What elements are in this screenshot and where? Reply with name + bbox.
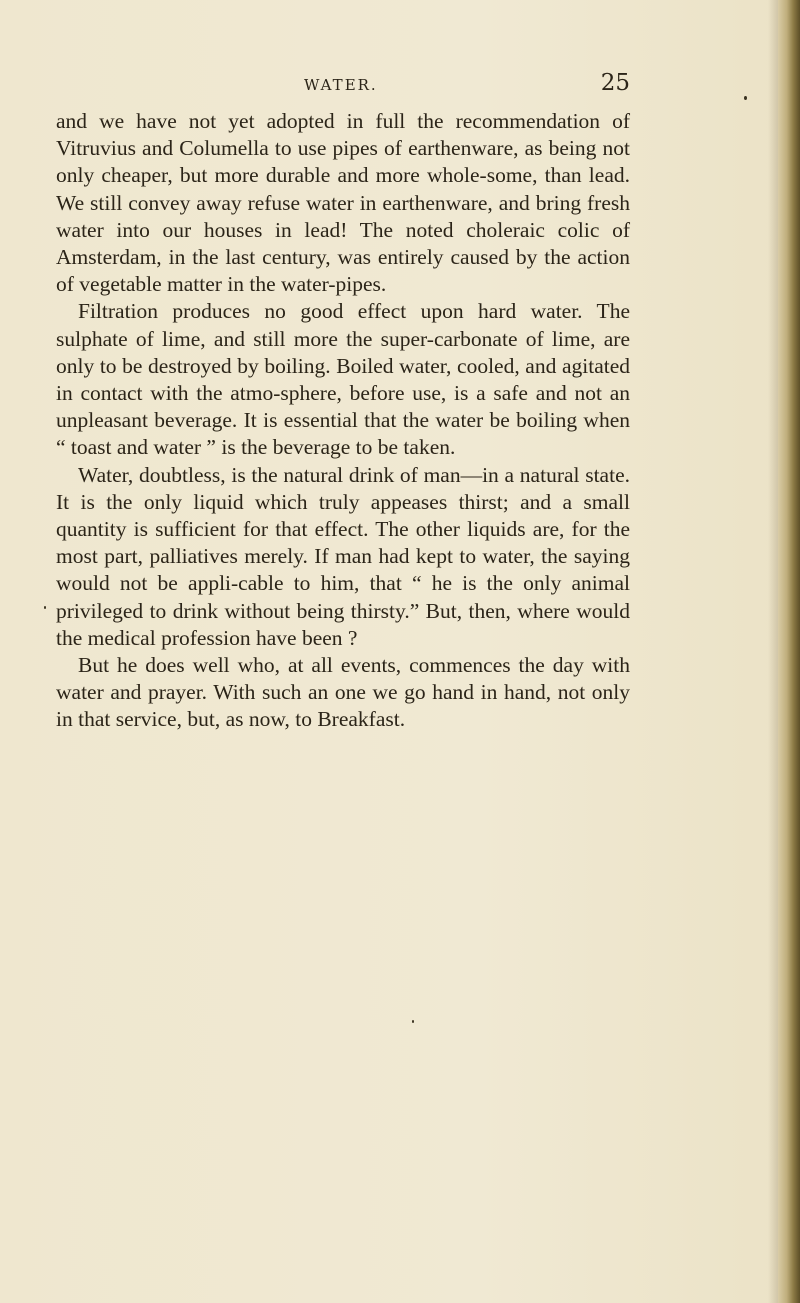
body-text: [56, 108, 630, 734]
paragraph-4: But he does well who, at all events, commences the day with water and prayer. With such an one we go hand in hand, not only in that service, but, as now, to Breakfast.: [56, 653, 630, 732]
running-title: WATER.: [304, 76, 378, 94]
book-binding-edge: [778, 0, 800, 1303]
paragraph-3: Water, doubtless, is the natural drink of man—in a natural state. It is the only liquid which truly appeases thirst; and a small quantity is sufficient for that effect. The other liquids are, for the most part, palliatives merely. If man had kept to water, the saying would not be appli-cable to him, that “ he is the only animal privileged to drink without being thirsty.” But, then, where would the medical profession have been ?: [56, 462, 630, 650]
paragraph-1: and we have not yet adopted in full the recommendation of Vitruvius and Columella to use pipes of earthenware, as being not only cheaper, but more durable and more whole-some, than lead. We still convey away refuse water in earthenware, and bring fresh water into our houses in lead! The noted choleraic colic of Amsterdam, in the last century, was entirely caused by the action of vegetable matter in the water-pipes.: [56, 109, 630, 297]
binding-shadow: [768, 0, 778, 1303]
running-header: [56, 70, 630, 100]
paper-speck: [44, 606, 46, 609]
paper-speck: [412, 1020, 414, 1023]
paper-speck: [744, 96, 747, 100]
paragraph-2: Filtration produces no good effect upon hard water. The sulphate of lime, and still more the super-carbonate of lime, are only to be destroyed by boiling. Boiled water, cooled, and agitated in contact with the atmo-sphere, before use, is a safe and not an unpleasant beverage. It is essential that the water be boiling when “ toast and water ” is the beverage to be taken.: [56, 299, 630, 460]
page-number: 25: [600, 70, 630, 96]
